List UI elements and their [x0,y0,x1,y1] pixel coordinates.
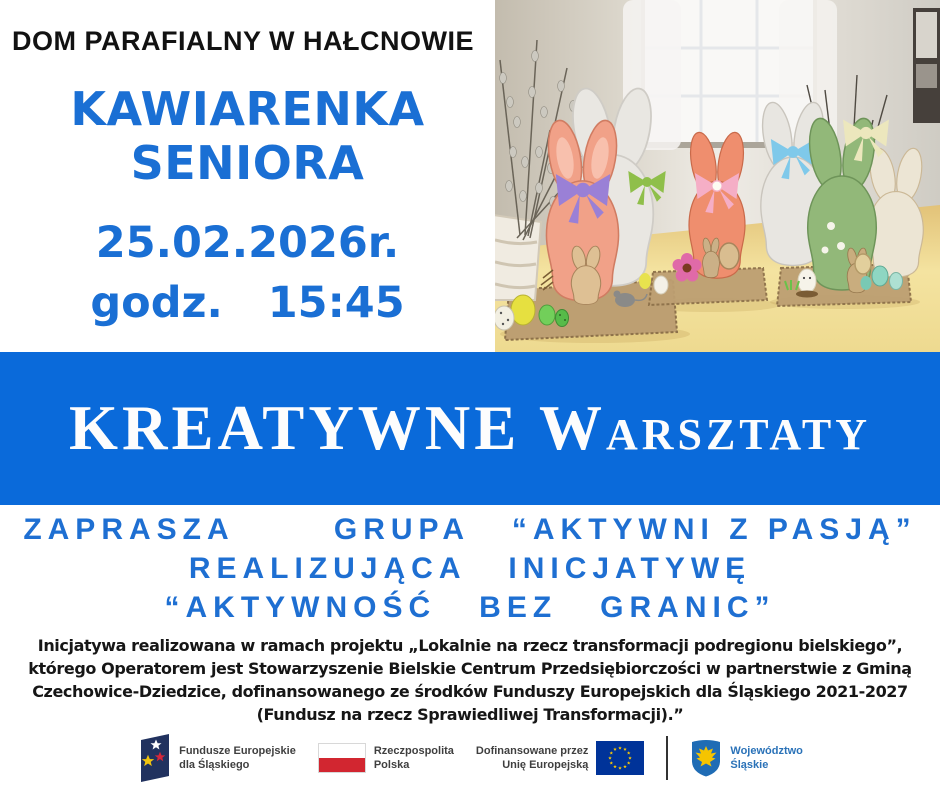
poland-label-line2: Polska [373,759,410,771]
header-text-column [0,0,495,352]
funding-disclaimer [0,634,940,726]
eu-cofunded-logo [476,741,644,775]
event-title-line2: SENIORA [130,136,365,190]
poland-label-line1: Rzeczpospolita [373,744,454,757]
invite-line-2: REALIZUJĄCA INICJATYWĘ [188,552,752,585]
footer-logos [0,728,940,788]
easter-bunnies-photo [495,0,940,352]
eu-cofunded-label [476,744,588,773]
event-date: 25.02.2026r. [95,218,400,268]
event-time: godz. 15:45 [90,278,405,328]
banner [0,352,940,505]
venue-title: DOM PARAFIALNY W HAŁCNOWIE [12,26,474,56]
photo-illustration [495,0,940,352]
eu-funds-label-line2: dla Śląskiego [179,759,250,771]
disclaimer-line-1: Inicjatywa realizowana w ramach projektu „Lokalnie na rzecz transformacji podregionu bielskiego”, [37,636,903,655]
invite-line-3: “AKTYWNOŚĆ BEZ GRANIC” [164,591,776,624]
eu-funds-logo [137,733,296,783]
poland-flag-icon [318,743,366,773]
silesia-label-line1: Województwo [730,744,803,757]
eu-funds-label-line1: Fundusze Europejskie [179,744,296,757]
disclaimer-line-4: (Fundusz na rzecz Sprawiedliwej Transformacji).” [256,705,684,724]
silesia-label [730,744,803,773]
event-title-line1: KAWIARENKA [70,82,425,136]
banner-title: KREATYWNE Warsztaty [68,393,872,463]
disclaimer-line-2: którego Operatorem jest Stowarzyszenie Bielskie Centrum Przedsiębiorczości w partnerstwie z Gminą [28,659,912,678]
eu-cofunded-label-line2: Unię Europejską [502,759,589,771]
poland-label [374,744,454,773]
eu-flag-icon [596,741,644,775]
silesia-shield-icon [690,739,722,777]
silesia-logo [690,739,803,777]
invite-line-1: ZAPRASZA GRUPA “AKTYWNI Z PASJĄ” [23,513,917,546]
silesia-label-line2: Śląskie [730,759,769,771]
invite-section [0,505,940,632]
eu-funds-label [179,744,296,773]
eu-funds-flag-icon [137,733,171,783]
footer-divider [666,736,668,780]
disclaimer-line-3: Czechowice-Dziedzice, dofinansowanego ze środków Funduszy Europejskich dla Śląskiego 2021-2027 [32,682,908,701]
poland-logo [318,743,454,773]
eu-cofunded-label-line1: Dofinansowane przez [475,744,589,757]
